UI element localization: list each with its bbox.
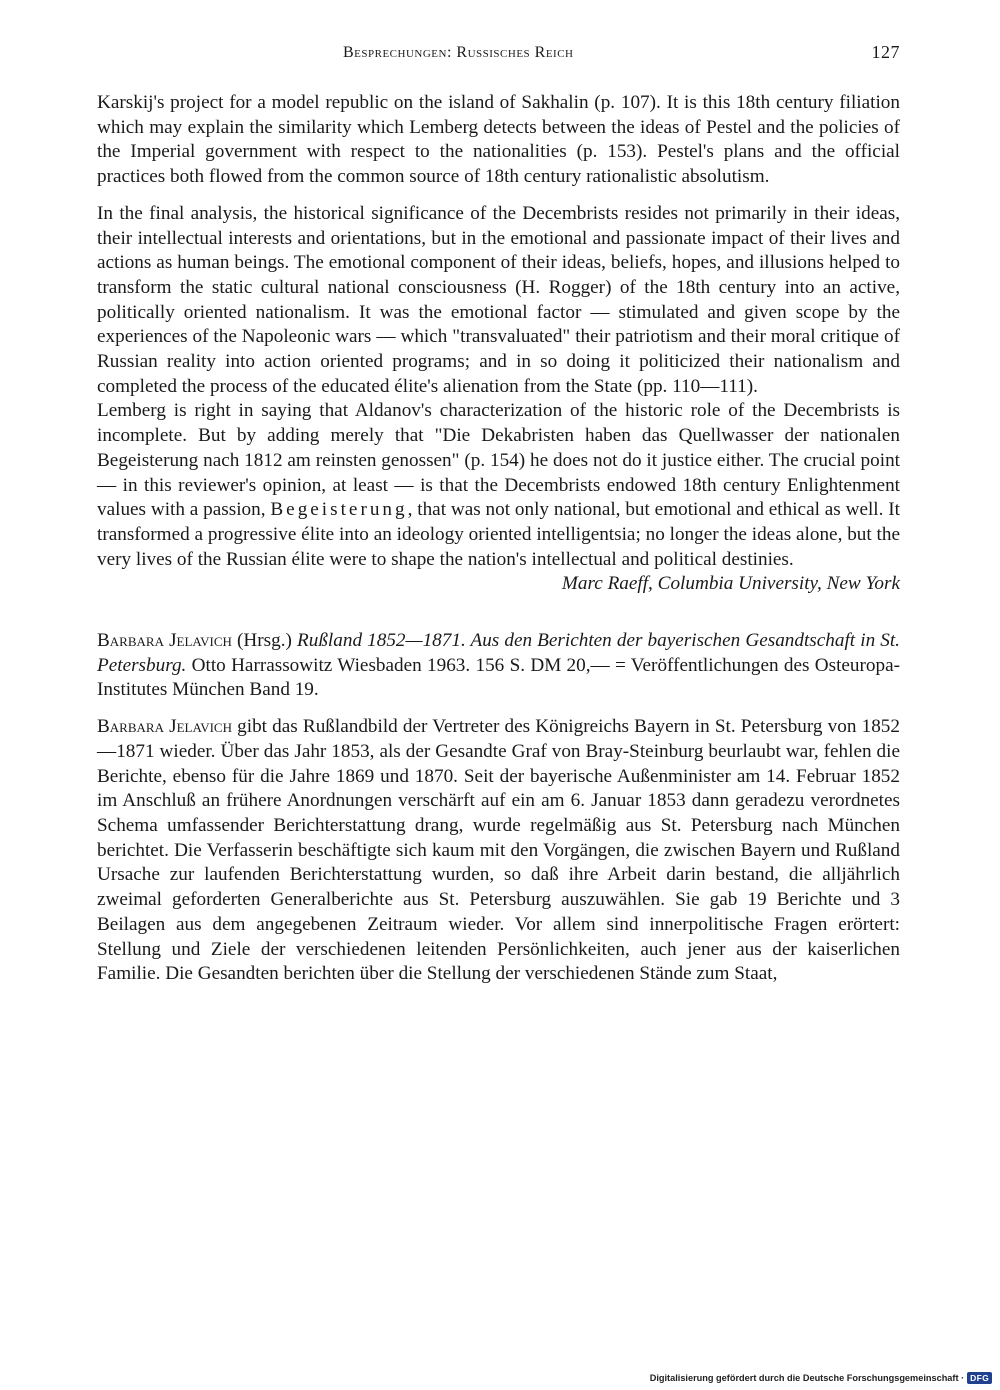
review1-paragraph-2: In the final analysis, the historical significance of the Decembrists resides not primarily in their ideas, their intellectual interests and orientations, but in the emotional and passionate impact of their lives and actions as human beings. The emotional component of their ideas, beliefs, hopes, and illusions helped to transform the static cultural national consciousness (H. Rogger) of the 18th century into an active, politically oriented nationalism. It was the emotional factor — stimulated and given scope by the experiences of the Napoleonic wars — which "transvaluated" their patriotism and their moral critique of Russian reality into action oriented programs; and in so doing it politicized their nationalism and completed the process of the educated élite's alienation from the State (pp. 110—111). (97, 202, 900, 397)
footer-text: Digitalisierung gefördert durch die Deutsche Forschungsgemeinschaft · (649, 1373, 965, 1383)
review1-paragraph-3-end: , that was not only national, but emotional and ethical as well. It transformed a progressive élite into an ideology oriented intelligentsia; no longer the ideas alone, but the very lives of the Russian élite were to shape the nation's intellectual and political destinies. (97, 499, 900, 570)
review2-body-author: Barbara Jelavich (97, 716, 232, 738)
running-title: Besprechungen: Russisches Reich (343, 44, 574, 61)
review1-paragraph-3-start: Lemberg is right in saying that Aldanov's characterization of the historic role of the Decembrists is incomplete. But by adding merely that "Die Dekabristen haben das Quellwasser der nationalen Begeisterung nach 1812 am reinsten genossen" (p. 154) he does not do it justice either. The crucial point — in this reviewer's opinion, at least — is that the Decembrists endowed 18th century Enlightenment values with a passion, (97, 400, 900, 521)
review2-author: Barbara Jelavich (97, 630, 232, 652)
review2-body-text: gibt das Rußlandbild der Vertreter des Königreichs Bayern in St. Petersburg von 1852—1871 wieder. Über das Jahr 1853, als der Gesandte Graf von Bray-Steinburg beurlaubt war, fehlen die Berichte, ebenso für die Jahre 1869 und 1870. Seit der bayerische Außenminister am 14. Februar 1852 im Anschluß an frühere Anordnungen verschärft auf ein am 6. Januar 1853 dann geradezu verordnetes Schema umfassender Berichterstattung drang, wurde regelmäßig aus St. Petersburg nach München berichtet. Die Verfasserin beschäftigte sich kaum mit den Vorgängen, die zwischen Bayern und Rußland Ursache zur laufenden Berichterstattung wurden, so daß ihre Arbeit darin bestand, die alljährlich zweimal geforderten Generalberichte aus St. Petersburg auszuwählen. Sie gab 19 Berichte und 3 Beilagen aus dem angegebenen Zeitraum wieder. Vor allem sind innerpolitische Fragen erörtert: Stellung und Ziele der verschiedenen leitenden Persönlichkeiten, auch jener aus der kaiserlichen Familie. Die Gesandten berichten über die Stellung der verschiedenen Stände zum Staat, (97, 716, 900, 985)
digitization-footer (610, 1370, 992, 1386)
emphasis-begeisterung: Begeisterung (270, 499, 408, 521)
review2-publication: Otto Harrassowitz Wiesbaden 1963. 156 S. DM 20,— = Veröffentlichungen des Osteuropa-Institutes München Band 19. (97, 654, 900, 701)
review2-editor-note: (Hrsg.) (231, 630, 298, 652)
dfg-logo: DFG (967, 1372, 992, 1384)
review2-book-title: Rußland 1852—1871. Aus den Berichten der bayerischen Gesandtschaft in St. Petersburg. (97, 630, 900, 676)
review1-paragraph-3 (97, 399, 900, 572)
review1-paragraph-1: Karskij's project for a model republic on the island of Sakhalin (p. 107). It is this 18th century filiation which may explain the similarity which Lemberg detects between the ideas of Pestel and the policies of the Imperial government with respect to the nationalities (p. 153). Pestel's plans and the official practices both flowed from the common source of 18th century rationalistic absolutism. (97, 92, 900, 188)
review2-body-paragraph (97, 715, 900, 987)
page-number: 127 (871, 42, 900, 62)
review2-citation (97, 629, 900, 703)
page (97, 38, 900, 987)
running-header (97, 38, 900, 66)
reviewer-signature: Marc Raeff, Columbia University, New York (561, 573, 900, 595)
